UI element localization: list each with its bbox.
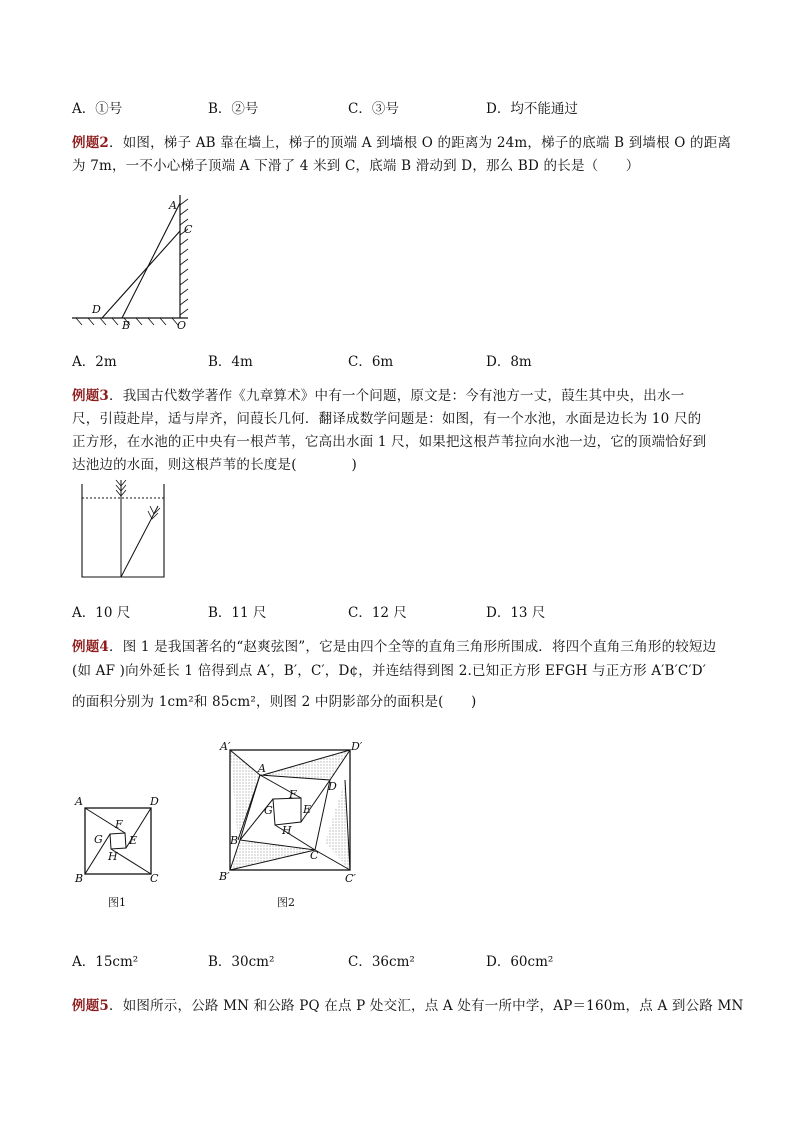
q4-option-d: D．60cm²	[486, 954, 554, 970]
option-b: B．②号	[208, 101, 259, 117]
q4-line-1: 例题4．图 1 是我国著名的“赵爽弦图”，它是由四个全等的直角三角形所围成．将四个直角三角形的较短边	[72, 639, 717, 655]
q3-option-d: D．13 尺	[486, 605, 546, 621]
fig2-label-b1: B′	[219, 870, 230, 883]
q2-option-a: A．2m	[72, 354, 117, 370]
q2-line-1: 例题2．如图，梯子 AB 靠在墙上，梯子的顶端 A 到墙根 O 的距离为 24m，梯子的底端 B 到墙根 O 的距离	[72, 135, 732, 151]
fig1-label-b: B	[75, 872, 84, 885]
q3-line-2: 尺，引葭赴岸，适与岸齐，问葭长几何．翻译成数学问题是：如图，有一个水池，水面是边长为 10 尺的	[72, 411, 702, 427]
fig1-label-f: F	[115, 818, 123, 831]
q3-line-4: 达池边的水面，则这根芦苇的长度是( )	[72, 457, 357, 473]
fig1-label-c: C	[150, 872, 159, 885]
fig1-caption: 图1	[108, 896, 126, 909]
label-o: O	[177, 319, 187, 332]
fig2-label-a: A	[258, 762, 266, 775]
label-b: B	[122, 319, 131, 332]
figure-1	[70, 790, 170, 915]
fig2-label-g: G	[264, 804, 273, 817]
option-a: A．①号	[72, 101, 123, 117]
q4-line-3: 的面积分别为 1cm²和 85cm²，则图 2 中阴影部分的面积是( )	[72, 694, 477, 710]
label-a: A	[169, 199, 177, 212]
fig2-label-b: B	[230, 834, 239, 847]
fig2-label-a1: A′	[220, 740, 231, 753]
q4-option-b: B．30cm²	[208, 954, 275, 970]
q4-option-a: A．15cm²	[72, 954, 139, 970]
fig1-label-a: A	[75, 795, 83, 808]
q2-option-b: B．4m	[208, 354, 253, 370]
pond-figure	[80, 478, 170, 580]
q2-option-c: C．6m	[348, 354, 394, 370]
fig2-label-c: C	[310, 849, 319, 862]
fig2-label-h: H	[282, 824, 292, 837]
label-c: C	[184, 223, 193, 236]
fig2-label-d1: D′	[351, 740, 363, 753]
label-d: D	[92, 303, 101, 316]
q5-label: 例题5	[72, 998, 109, 1014]
q3-option-b: B．11 尺	[208, 605, 267, 621]
q3-option-c: C．12 尺	[348, 605, 407, 621]
figure-2	[215, 740, 375, 915]
ladder-cd	[102, 231, 180, 318]
q4-label: 例题4	[72, 639, 109, 655]
q2-option-d: D．8m	[486, 354, 532, 370]
q3-line-3: 正方形，在水池的正中央有一根芦苇，它高出水面 1 尺，如果把这根芦苇拉向水池一边，它的顶端恰好到	[72, 434, 707, 450]
q2-line-2: 为 7m，一不小心梯子顶端 A 下滑了 4 米到 C，底端 B 滑动到 D，那么 BD 的长是（ ）	[72, 158, 640, 174]
q2-label: 例题2	[72, 135, 109, 151]
fig2-label-f: F	[289, 788, 297, 801]
ladder-figure	[68, 195, 198, 335]
fig1-label-e: E	[129, 834, 138, 847]
option-c: C．③号	[348, 101, 399, 117]
q3-line-1: 例题3．我国古代数学著作《九章算术》中有一个问题，原文是：今有池方一丈，葭生其中央，出水一	[72, 388, 685, 404]
q5-line-1: 例题5．如图所示，公路 MN 和公路 PQ 在点 P 处交汇，点 A 处有一所中学，AP＝160m，点 A 到公路 MN	[72, 998, 744, 1014]
fig2-label-e: E	[303, 803, 312, 816]
q3-option-a: A．10 尺	[72, 605, 131, 621]
q4-option-c: C．36cm²	[348, 954, 415, 970]
option-d: D．均不能通过	[486, 101, 578, 117]
fig1-label-h: H	[108, 850, 118, 863]
fig1-label-g: G	[94, 833, 103, 846]
q4-line-2: (如 AF )向外延长 1 倍得到点 A′，B′，C′，D¢，并连结得到图 2.已知正方形 EFGH 与正方形 A′B′C′D′	[72, 663, 707, 679]
fig2-label-d: D	[328, 780, 337, 793]
fig2-caption: 图2	[277, 896, 295, 909]
q3-label: 例题3	[72, 388, 109, 404]
fig2-label-c1: C′	[345, 872, 356, 885]
ladder-ab	[122, 203, 180, 318]
fig1-label-d: D	[150, 795, 159, 808]
